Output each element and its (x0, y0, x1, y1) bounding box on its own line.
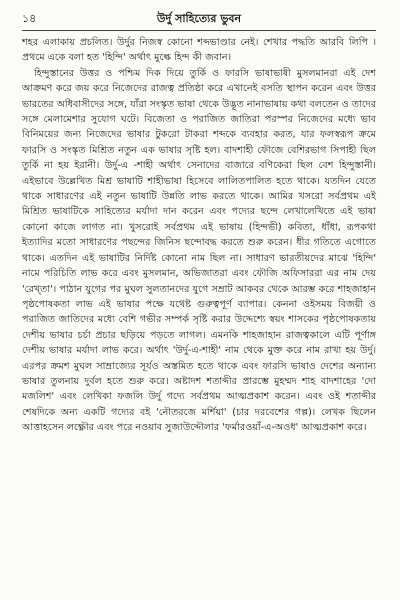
page-number: ১৪ (22, 12, 37, 25)
body-text (22, 35, 376, 436)
page-header (22, 10, 376, 31)
paragraph: হিন্দুস্তানের উত্তর ও পশ্চিম দিক দিয়ে তুর্কি ও ফারসি ভাষাভাষী মুসলমানরা এই দেশ আক্রমণ করে জয় করে নিজেদের রাজত্ব প্রতিষ্ঠা করে এখানেই বসতি স্থাপন করেন এবং উত্তর ভারতের অধিবাসীদের সঙ্গে, যাঁরা সংস্কৃত ভাষা থেকে উদ্ভূত নানাভাষায় কথা বলতেন ও তাদের সঙ্গে মেলামেশার সুযোগ ঘটে। বিজেতা ও পরাজিত জাতিরা পরস্পর নিজেদের মধ্যে ভাব বিনিময়ের জন্য নিজেদের ভাষার টুকরো টাকরা শব্দকে ব্যবহার করত, যার ফলস্বরূপ ক্রমে ফারসি ও সংস্কৃত মিশ্রিত নতুন এক ভাষার সৃষ্টি হল। বাদশাহী ফৌজে বেশিরভাগ সিপাহী ছিল তুর্কি না হয় ইরানী। উর্দু-এ -শাহী অর্থাৎ সেনাদের বাজারে বণিকেরা ছিল বেশ হিন্দুস্তানী। এইভাবে উল্লেখিত মিশ্র ভাষাটি শাহীভাষা হিসেবে লালিতপালিত হতে থাকে। যতদিন যেতে থাকে সাধারণের এই নতুন ভাষাটি উন্নতি লাভ করতে থাকে। আমির খসরো সর্বপ্রথম এই মিশ্রিত ভাষাটিকে সাহিত্যের মর্যাদা দান করেন এবং পদ্যের ছন্দে লেখালেখিতে এই ভাষা কোনো কাজে লাগত না। খুসরোই সর্বপ্রথম এই ভাষায় (হিন্দভী) কবিতা, ধাঁধা, রূপকথা ইত্যাদির মতো সাধারণের পছন্দের জিনিস ছন্দোবদ্ধ করতে শুরু করেন। ধীর গতিতে এগোতে থাকে। এতদিন এই ভাষাটির নির্দিষ্ট কোনো নাম ছিল না। সাধারণ ভারতীয়দের মাঝে 'হিন্দি' নামে পরিচিতি লাভ করে এবং মুসলমান, অভিজাতরা এবং ফৌজি অফিসাররা এর নাম দেয় 'রেখ্‌তা'। পাঠান যুগের পর মুঘল সুলতানদের যুগে সম্রাট আকবর থেকে আরম্ভ করে শাহজাহান পৃষ্ঠপোষকতা লাভ এই ভাষার পক্ষে যথেষ্ট গুরুত্বপূর্ণ ব্যাপার। কেননা ওইসময় বিজয়ী ও পরাজিত জাতিদের মধ্যে বেশি গভীর সম্পর্ক সৃষ্টি করার উদ্দেশ্যে স্বয়ং শাসকের পৃষ্ঠপোষকতায় দেশীয় ভাষার চর্চা প্রচার ছড়িয়ে পড়তে লাগল। এমনকি শাহজাহান রাজত্বকালে এটি পূর্ণাঙ্গ দেশীয় ভাষার মর্যাদা লাভ করে। অর্থাৎ 'উর্দু-এ-শাহী' নাম থেকে মুক্ত করে নাম রাখা হয় উর্দু। এরপর ক্রমশ মুঘল সাম্রাজ্যের সূর্যও অস্তমিত হতে থাকে এবং ফারসি ভাষাও দেশের অন্যান্য ভাষার তুলনায় দুর্বল হতে শুরু করে। অষ্টাদশ শতাব্দীর প্রারম্ভে মুহম্মদ শাহ বাদশাহের 'দো মজলিশ' এবং লেখিকা ফজলি উর্দু গদ্যে সর্বপ্রথম আত্মপ্রকাশ করেন। এবং ওই শতাব্দীর শেষদিকে অন্য একটি গদ্যের বই 'নৌতরজে মর্শিয়া' (চার দরবেশের গল্প)। লেখক ছিলেন আত্তাহসেন লক্ষ্ণৌর এবং পরে নওয়াব সুজাউদ্দৌলার 'ফর্মারওয়াঁ-এ-অওধ' আত্মপ্রকাশ করে। (22, 67, 376, 434)
running-title: উর্দু সাহিত্যের ভুবন (156, 12, 242, 25)
paragraph: শহর এলাকায় প্রচলিত। উর্দুর নিজস্ব কোনো শব্দভাণ্ডার নেই। শেখার পদ্ধতি আরবি লিপি । প্রথমে একে বলা হত 'হিন্দি' অর্থাৎ মুল্কে হিন্দ কী জবান। (22, 37, 376, 64)
